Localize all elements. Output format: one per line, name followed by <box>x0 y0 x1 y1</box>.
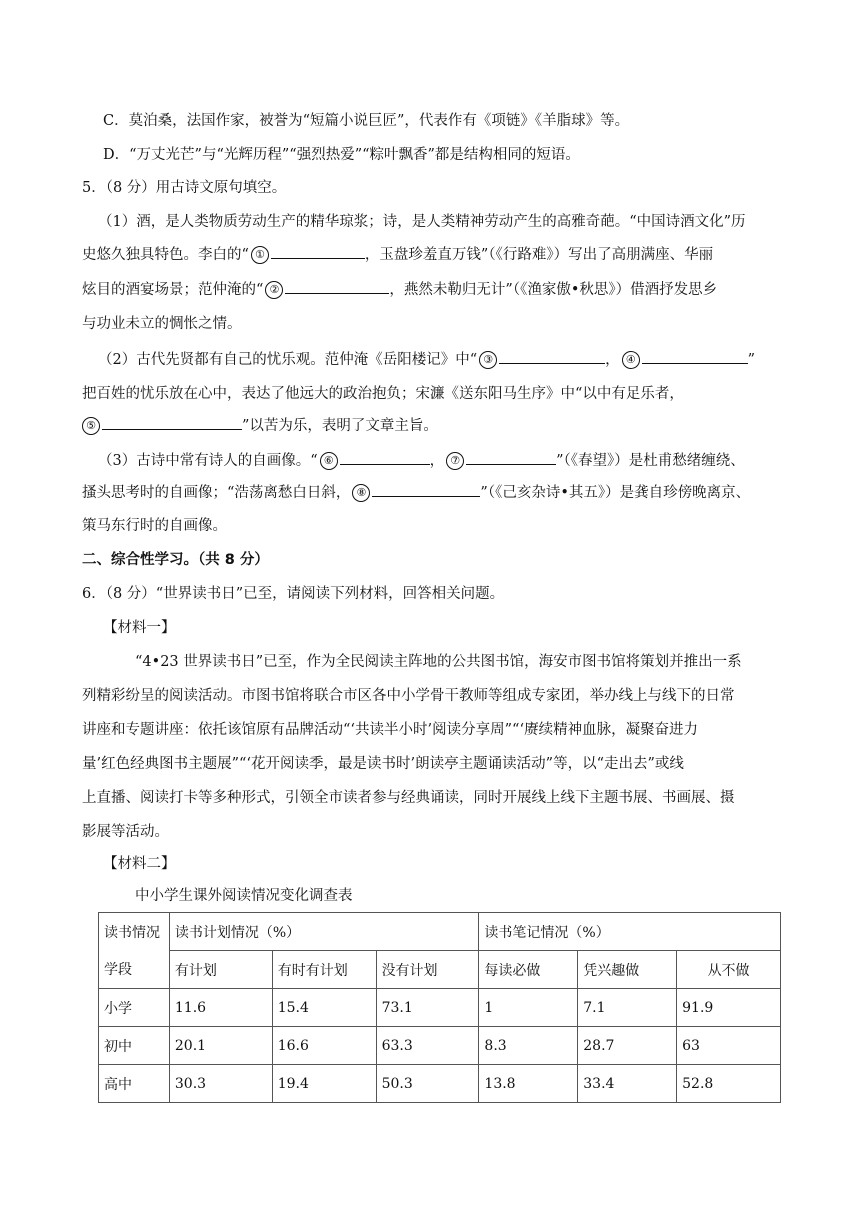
table-cell: 91.9 <box>677 989 781 1027</box>
table-cell: 28.7 <box>578 1027 677 1065</box>
text-segment: ， <box>429 453 445 469</box>
text-segment: ，燕然未勒归无计”（《渔家傲•秋思》）借酒抒发思乡 <box>389 282 718 298</box>
column-header: 有计划 <box>169 951 272 989</box>
material-1-line: “4•23 世界读书日”已至，作为全民阅读主阵地的公共图书馆，海安市图书馆将策划并推出一系 <box>135 654 742 670</box>
text-segment: ” <box>747 352 756 368</box>
column-header: 每读必做 <box>479 951 578 989</box>
option-c: C．莫泊桑，法国作家，被誉为“短篇小说巨匠”，代表作有《项链》《羊脂球》等。 <box>103 113 630 129</box>
group-header-plan: 读书计划情况（%） <box>169 913 479 951</box>
text-segment: （2）古代先贤都有自己的忧乐观。范仲淹《岳阳楼记》中“ <box>98 352 478 368</box>
text-segment: ”（《春望》）是杜甫愁绪缠绕、 <box>556 453 745 469</box>
fill-blank-3[interactable] <box>499 349 605 364</box>
table-row <box>99 1065 781 1103</box>
table-cell: 16.6 <box>272 1027 376 1065</box>
q5-part2-line3 <box>82 415 438 436</box>
fill-blank-8[interactable] <box>372 482 480 497</box>
row-stage: 初中 <box>99 1027 170 1065</box>
table-cell: 73.1 <box>376 989 479 1027</box>
group-header-notes: 读书笔记情况（%） <box>479 913 781 951</box>
material-1-title: 【材料一】 <box>103 620 176 636</box>
text-segment: ”以苦为乐，表明了文章主旨。 <box>242 418 438 434</box>
fill-blank-2[interactable] <box>285 279 389 294</box>
material-2-title: 【材料二】 <box>103 856 176 872</box>
q5-part3-line2 <box>82 482 750 503</box>
fill-blank-1[interactable] <box>271 244 365 259</box>
table-cell: 11.6 <box>169 989 272 1027</box>
corner-header-top: 读书情况 <box>99 913 170 951</box>
column-header: 凭兴趣做 <box>578 951 677 989</box>
table-subheader-row <box>99 951 781 989</box>
table-cell: 20.1 <box>169 1027 272 1065</box>
blank-number-7: ⑦ <box>446 452 464 470</box>
q5-part1-line3 <box>82 279 717 300</box>
q5-part3-line1 <box>98 450 745 471</box>
row-stage: 高中 <box>99 1065 170 1103</box>
text-segment: 史悠久独具特色。李白的“ <box>82 247 249 263</box>
q5-part1-line4: 与功业未立的惆怅之情。 <box>82 316 242 332</box>
material-1-line: 量’红色经典图书主题展”“‘花开阅读季，最是读书时’朗读亭主题诵读活动”等，以“走出去”或线 <box>82 756 684 772</box>
table-cell: 63 <box>677 1027 781 1065</box>
q5-part2-line2: 把百姓的忧乐放在心中，表达了他远大的政治抱负；宋濂《送东阳马生序》中“以中有足乐者， <box>82 386 684 402</box>
table-cell: 33.4 <box>578 1065 677 1103</box>
table-cell: 19.4 <box>272 1065 376 1103</box>
q5-part1-line2 <box>82 244 713 265</box>
blank-number-4: ④ <box>622 351 640 369</box>
material-1-line: 上直播、阅读打卡等多种形式，引领全市读者参与经典诵读，同时开展线上线下主题书展、书画展、摄 <box>82 790 735 806</box>
q5-part3-line3: 策马东行时的自画像。 <box>82 518 227 534</box>
text-segment: ，玉盘珍羞直万钱”（《行路难》）写出了高朋满座、华丽 <box>364 247 714 263</box>
column-header: 从不做 <box>677 951 781 989</box>
table-caption: 中小学生课外阅读情况变化调查表 <box>135 888 353 904</box>
table-header-row <box>99 913 781 951</box>
blank-number-8: ⑧ <box>352 484 370 502</box>
table-cell: 63.3 <box>376 1027 479 1065</box>
text-segment: （3）古诗中常有诗人的自画像。“ <box>98 453 318 469</box>
question-6-header: 6．（8 分）“世界读书日”已至，请阅读下列材料，回答相关问题。 <box>82 586 505 602</box>
corner-header-bottom: 学段 <box>99 951 170 989</box>
q5-part2-line1 <box>98 349 755 370</box>
reading-survey-table <box>98 912 781 1103</box>
column-header: 有时有计划 <box>272 951 376 989</box>
fill-blank-6[interactable] <box>340 450 430 465</box>
table-row <box>99 1027 781 1065</box>
row-stage: 小学 <box>99 989 170 1027</box>
material-1-line: 讲座和专题讲座：依托该馆原有品牌活动“‘共读半小时’阅读分享周”“‘赓续精神血脉，凝聚奋进力 <box>82 722 699 738</box>
blank-number-2: ② <box>265 281 283 299</box>
q5-part1-line1: （1）酒，是人类物质劳动生产的精华琼浆；诗，是人类精神劳动产生的高雅奇葩。“中国诗酒文化”历 <box>98 214 746 230</box>
table-cell: 52.8 <box>677 1065 781 1103</box>
blank-number-5: ⑤ <box>82 417 100 435</box>
table-cell: 13.8 <box>479 1065 578 1103</box>
blank-number-1: ① <box>251 246 269 264</box>
material-1-line: 列精彩纷呈的阅读活动。市图书馆将联合市区各中小学骨干教师等组成专家团，举办线上与线下的日常 <box>82 688 735 704</box>
table-cell: 8.3 <box>479 1027 578 1065</box>
table-cell: 15.4 <box>272 989 376 1027</box>
text-segment: 搔头思考时的自画像；“浩荡离愁白日斜， <box>82 485 351 501</box>
fill-blank-5[interactable] <box>102 415 242 430</box>
text-segment: 炫目的酒宴场景；范仲淹的“ <box>82 282 264 298</box>
blank-number-6: ⑥ <box>320 452 338 470</box>
table-cell: 1 <box>479 989 578 1027</box>
text-segment: ”（《己亥杂诗•其五》）是龚自珍傍晚离京、 <box>480 485 751 501</box>
section-2-title: 二、综合性学习。（共 8 分） <box>82 552 269 568</box>
text-segment: ， <box>605 352 620 368</box>
table-cell: 30.3 <box>169 1065 272 1103</box>
table-cell: 7.1 <box>578 989 677 1027</box>
table-row <box>99 989 781 1027</box>
option-d: D．“万丈光芒”与“光辉历程”“强烈热爱”“粽叶飘香”都是结构相同的短语。 <box>103 147 580 163</box>
column-header: 没有计划 <box>376 951 479 989</box>
question-5-header: 5．（8 分）用古诗文原句填空。 <box>82 180 287 196</box>
material-1-line: 影展等活动。 <box>82 824 169 840</box>
fill-blank-4[interactable] <box>642 349 748 364</box>
table-cell: 50.3 <box>376 1065 479 1103</box>
fill-blank-7[interactable] <box>466 450 556 465</box>
blank-number-3: ③ <box>479 351 497 369</box>
